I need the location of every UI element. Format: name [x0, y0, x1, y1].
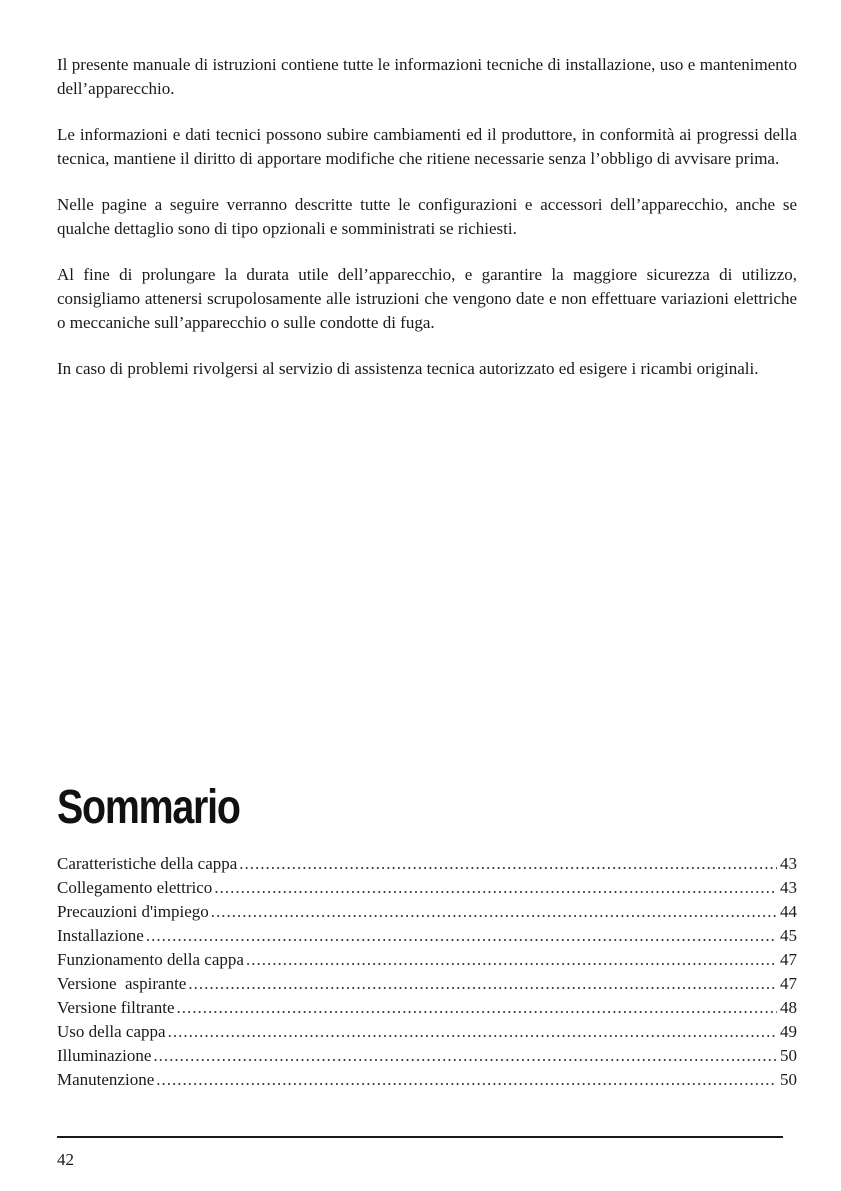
intro-paragraph: Il presente manuale di istruzioni contiene tutte le informazioni tecniche di installazione, uso e mantenimento dell’apparecchio.	[57, 55, 797, 98]
toc-entry-label: Versione filtrante	[57, 998, 175, 1017]
toc-entry	[57, 996, 797, 1020]
toc-entry-label: Funzionamento della cappa	[57, 950, 244, 969]
toc-entry-label: Caratteristiche della cappa	[57, 854, 238, 873]
toc-leader-dots	[211, 900, 777, 924]
intro-section	[57, 53, 797, 403]
toc-leader-dots	[214, 876, 777, 900]
toc-entry	[57, 924, 797, 948]
toc-entry-label: Uso della cappa	[57, 1022, 166, 1041]
toc-entry-label: Manutenzione	[57, 1070, 155, 1089]
toc-entry-page: 43	[780, 854, 797, 873]
intro-paragraph: Nelle pagine a seguire verranno descritte tutte le configurazioni e accessori dell’apparecchio, anche se qualche dettaglio sono di tipo opzionali e somministrati se richiesti.	[57, 195, 797, 238]
page-number: 42	[57, 1150, 74, 1169]
toc-leader-dots	[188, 972, 777, 996]
toc-entry-page: 44	[780, 902, 797, 921]
toc-leader-dots	[146, 924, 777, 948]
toc-leader-dots	[156, 1068, 777, 1092]
toc-leader-dots	[177, 996, 777, 1020]
table-of-contents	[57, 852, 797, 1092]
toc-entry-page: 49	[780, 1022, 797, 1041]
toc-entry	[57, 972, 797, 996]
toc-entry-label: Installazione	[57, 926, 144, 945]
toc-entry	[57, 1068, 797, 1092]
toc-leader-dots	[246, 948, 777, 972]
toc-entry-page: 50	[780, 1046, 797, 1065]
toc-leader-dots	[168, 1020, 777, 1044]
toc-entry-page: 47	[780, 950, 797, 969]
footer-divider	[57, 1136, 783, 1138]
intro-paragraph: Le informazioni e dati tecnici possono subire cambiamenti ed il produttore, in conformità ai progressi della tecnica, mantiene il diritto di apportare modifiche che ritiene necessarie senza l’obbligo di avvisare prima.	[57, 125, 797, 168]
toc-entry-page: 50	[780, 1070, 797, 1089]
toc-leader-dots	[153, 1044, 777, 1068]
toc-entry-label: Collegamento elettrico	[57, 878, 213, 897]
toc-entry-page: 45	[780, 926, 797, 945]
toc-entry	[57, 852, 797, 876]
toc-entry	[57, 1044, 797, 1068]
toc-entry	[57, 900, 797, 924]
toc-entry-page: 47	[780, 974, 797, 993]
toc-entry-page: 43	[780, 878, 797, 897]
toc-title: Sommario	[57, 781, 240, 834]
toc-entry-label: Versione aspirante	[57, 974, 187, 993]
intro-paragraph: In caso di problemi rivolgersi al servizio di assistenza tecnica autorizzato ed esigere i ricambi originali.	[57, 359, 759, 378]
toc-entry-label: Illuminazione	[57, 1046, 152, 1065]
toc-entry	[57, 1020, 797, 1044]
toc-entry	[57, 876, 797, 900]
toc-leader-dots	[239, 852, 777, 876]
toc-entry	[57, 948, 797, 972]
intro-paragraph: Al fine di prolungare la durata utile dell’apparecchio, e garantire la maggiore sicurezza di utilizzo, consigliamo attenersi scrupolosamente alle istruzioni che vengono date e non effettuare variazioni elettriche o meccaniche sull’apparecchio o sulle condotte di fuga.	[57, 265, 797, 332]
toc-entry-page: 48	[780, 998, 797, 1017]
toc-entry-label: Precauzioni d'impiego	[57, 902, 209, 921]
